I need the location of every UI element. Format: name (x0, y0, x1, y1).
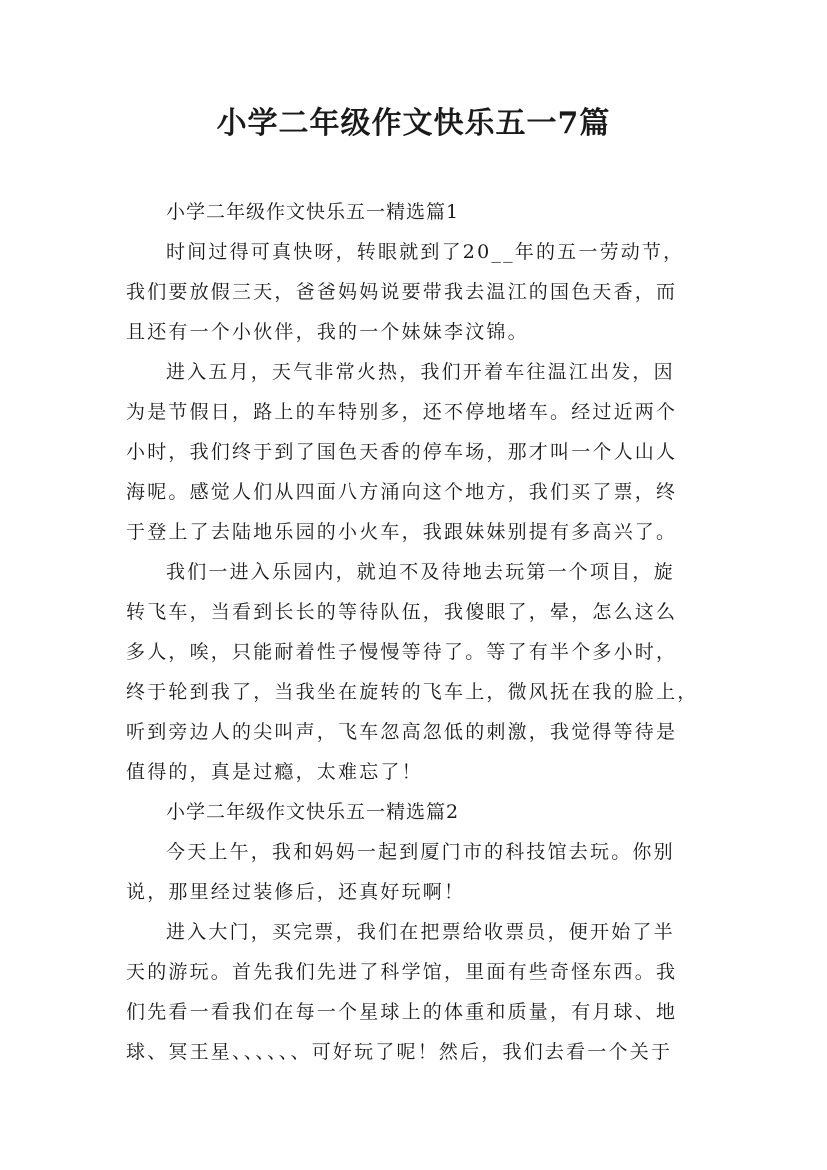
text-line: 天的游玩。首先我们先进了科学馆，里面有些奇怪东西。我 (126, 961, 678, 983)
document-title: 小学二年级作文快乐五一7篇 (216, 106, 611, 141)
text-line: 为是节假日，路上的车特别多，还不停地堵车。经过近两个 (126, 401, 678, 423)
text-line: 今天上午，我和妈妈一起到厦门市的科技馆去玩。你别 (166, 841, 675, 863)
text-line: 进入大门，买完票，我们在把票给收票员，便开始了半 (166, 921, 675, 943)
text-line: 们先看一看我们在每一个星球上的体重和质量，有月球、地 (126, 1001, 678, 1023)
paragraph (126, 352, 708, 552)
text-line: 于登上了去陆地乐园的小火车，我跟妹妹别提有多高兴了。 (126, 521, 678, 543)
text-line: 转飞车，当看到长长的等待队伍，我傻眼了，晕，怎么这么 (126, 601, 678, 623)
text-line: 小时，我们终于到了国色天香的停车场，那才叫一个人山人 (126, 441, 678, 463)
section-heading-1: 小学二年级作文快乐五一精选篇1 (166, 201, 460, 223)
document-body (126, 192, 708, 1072)
text-line: 听到旁边人的尖叫声，飞车忽高忽低的刺激，我觉得等待是 (126, 721, 678, 743)
text-line: 进入五月，天气非常火热，我们开着车往温江出发，因 (166, 361, 675, 383)
section-heading-2: 小学二年级作文快乐五一精选篇2 (166, 801, 460, 823)
text-line: 值得的，真是过瘾，太难忘了！ (126, 761, 423, 783)
paragraph (126, 912, 708, 1072)
text-line: 我们一进入乐园内，就迫不及待地去玩第一个项目，旋 (166, 561, 675, 583)
paragraph (126, 832, 708, 912)
text-line: 说，那里经过装修后，还真好玩啊！ (126, 881, 466, 903)
text-line: 多人，唉，只能耐着性子慢慢等待了。等了有半个多小时， (126, 641, 678, 663)
paragraph (126, 232, 708, 352)
text-line: 海呢。感觉人们从四面八方涌向这个地方，我们买了票，终 (126, 481, 678, 503)
text-line: 时间过得可真快呀，转眼就到了20__年的五一劳动节， (166, 241, 685, 263)
paragraph (126, 552, 708, 792)
text-line: 终于轮到我了，当我坐在旋转的飞车上，微风抚在我的脸上， (126, 681, 699, 703)
text-line: 球、冥王星、、、、、、可好玩了呢！然后，我们去看一个关于 (126, 1041, 673, 1063)
text-line: 我们要放假三天，爸爸妈妈说要带我去温江的国色天香，而 (126, 281, 678, 303)
text-line: 且还有一个小伙伴，我的一个妹妹李汶锦。 (126, 321, 529, 343)
